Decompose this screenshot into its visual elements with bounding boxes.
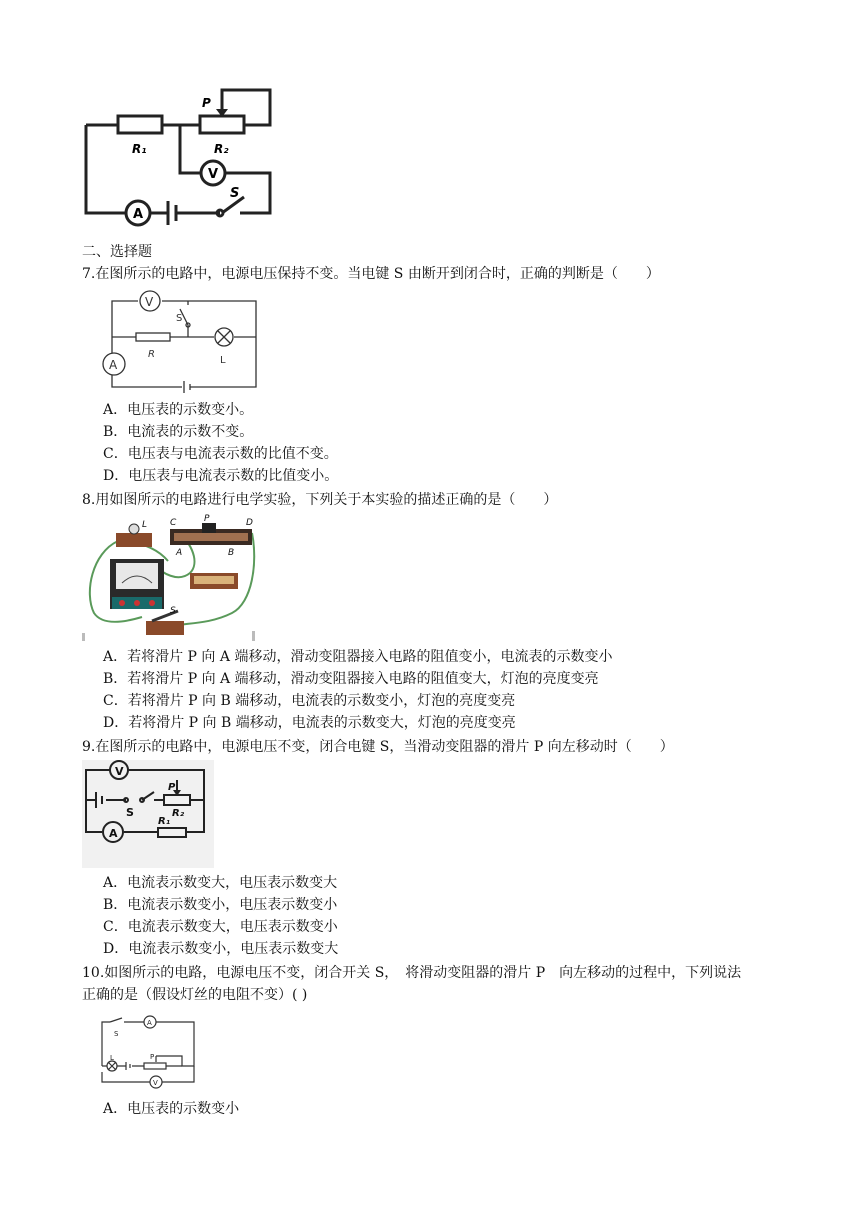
- a-meter-label: A: [147, 1019, 152, 1027]
- q7-option-a[interactable]: A．电压表的示数变小。: [103, 402, 254, 418]
- question-10-stem-line1: 10.如图所示的电路，电源电压不变，闭合开关 S， 将滑动变阻器的滑片 P 向左移动的过程中，下列说法: [82, 965, 742, 981]
- v-meter-label: V: [115, 765, 124, 778]
- q9-option-b[interactable]: B．电流表示数变小，电压表示数变小: [103, 897, 338, 913]
- r2-label: R₂: [172, 808, 185, 819]
- c-label: C: [170, 518, 177, 528]
- s-label: S: [170, 606, 176, 616]
- experiment-photo-q8: [82, 513, 257, 641]
- lamp-l-label: L: [220, 355, 226, 366]
- q9-option-a[interactable]: A．电流表示数变大，电压表示数变大: [103, 875, 338, 891]
- d-label: D: [246, 518, 253, 528]
- circuit-figure-top: [80, 85, 280, 230]
- v-meter-label: V: [153, 1079, 158, 1087]
- question-10-stem-line2: 正确的是（假设灯丝的电阻不变）( ): [82, 987, 308, 1003]
- a-label: A: [176, 548, 183, 558]
- question-9-stem: 9.在图所示的电路中，电源电压不变，闭合电键 S，当滑动变阻器的滑片 P 向左移动时（ ）: [82, 739, 674, 755]
- q10-option-a[interactable]: A．电压表的示数变小: [103, 1101, 240, 1117]
- l-label: L: [142, 520, 148, 530]
- r-label: R: [148, 349, 155, 360]
- circuit-figure-q7: [100, 285, 265, 395]
- a-meter-label: A: [133, 207, 144, 222]
- r1-label: R₁: [158, 816, 171, 827]
- s-label: S: [230, 186, 240, 201]
- switch-s-label: S: [176, 313, 183, 324]
- q8-option-d[interactable]: D．若将滑片 P 向 B 端移动，电流表的示数变大，灯泡的亮度变亮: [103, 715, 516, 731]
- a-meter-label: A: [109, 358, 118, 372]
- p-label: P: [204, 514, 210, 524]
- a-meter-label: A: [109, 827, 118, 840]
- r1-label: R₁: [132, 142, 147, 156]
- question-7-stem: 7.在图所示的电路中，电源电压保持不变。当电键 S 由断开到闭合时，正确的判断是（ ）: [82, 266, 660, 282]
- q7-option-b[interactable]: B．电流表的示数不变。: [103, 424, 254, 440]
- q9-option-d[interactable]: D．电流表示数变小，电压表示数变大: [103, 941, 339, 957]
- s-label: S: [114, 1030, 119, 1038]
- question-8-stem: 8.用如图所示的电路进行电学实验，下列关于本实验的描述正确的是（ ）: [82, 492, 558, 508]
- v-meter-label: V: [145, 295, 154, 309]
- circuit-figure-q10: [96, 1012, 200, 1096]
- r2-label: R₂: [214, 142, 229, 156]
- section-title: 二、选择题: [82, 244, 152, 260]
- q7-option-c[interactable]: C．电压表与电流表示数的比值不变。: [103, 446, 338, 462]
- b-label: B: [228, 548, 235, 558]
- p-label: P: [202, 96, 211, 110]
- q8-option-b[interactable]: B．若将滑片 P 向 A 端移动，滑动变阻器接入电路的阻值变大，灯泡的亮度变亮: [103, 671, 599, 687]
- p-label: P: [150, 1053, 155, 1061]
- circuit-figure-q9: [82, 760, 214, 868]
- q8-option-a[interactable]: A．若将滑片 P 向 A 端移动，滑动变阻器接入电路的阻值变小，电流表的示数变小: [103, 649, 613, 665]
- q9-option-c[interactable]: C．电流表示数变大，电压表示数变小: [103, 919, 338, 935]
- v-meter-label: V: [208, 167, 219, 182]
- q8-option-c[interactable]: C．若将滑片 P 向 B 端移动，电流表的示数变小，灯泡的亮度变亮: [103, 693, 516, 709]
- s-label: S: [126, 806, 134, 819]
- l-label: L: [110, 1054, 114, 1062]
- q7-option-d[interactable]: D．电压表与电流表示数的比值变小。: [103, 468, 339, 484]
- p-label: P: [168, 782, 176, 793]
